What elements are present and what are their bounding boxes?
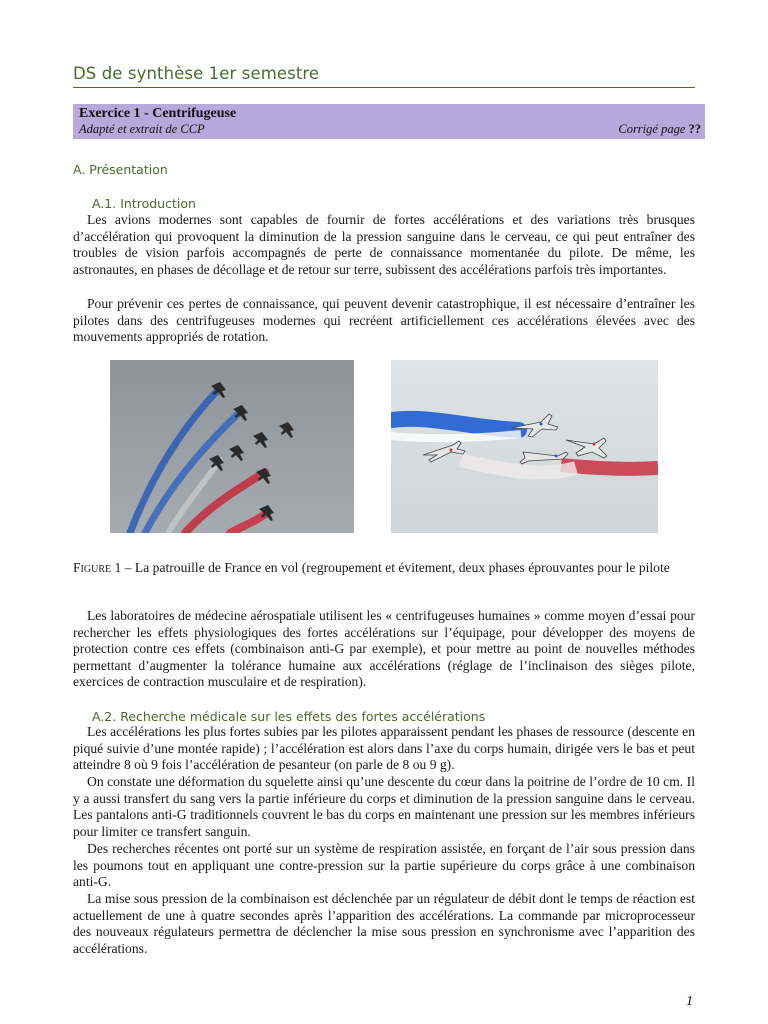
paragraph-accelerations: Les accélérations les plus fortes subies par les pilotes apparaissent pendant les phases de ressource (descente en piqué suivie d’une montée rapide) ; l’accélération est alors dans l’axe du corps humain, dirigée vers le bas et peut atteindre 8 où 9 fois l’accélération de pesanteur (on parle de 8 ou 9 g). [73,724,695,773]
document-title: DS de synthèse 1er semestre [73,64,320,83]
figure-label: Figure 1 [73,560,122,575]
paragraph-labs: Les laboratoires de médecine aérospatiale utilisent les « centrifugeuses humaines » comme moyen d’essai pour rechercher les effets physiologiques des fortes accélérations sur l’équipage, pour développer des moyens de protection contre ces effets (combinaison anti-G par exemple), et pour mettre au point de nouvelles méthodes permettant d’augmenter la tolérance humaine aux accélérations (réglage de l’inclinaison des sièges pilote, exercices de contraction musculaire et de respiration). [73,608,695,690]
paragraph-intro-1: Les avions modernes sont capables de fournir de fortes accélérations et des variations très brusques d’accélération qui provoquent la diminution de la pression sanguine dans le cerveau, ce qui peut entraîner des troubles de vision parfois accompagnés de perte de connaissance momentanée du pilote. De même, les astronautes, en phases de décollage et de retour sur terre, subissent des accélérations parfois très importantes. [73,212,695,277]
correction-label: Corrigé page [618,122,686,136]
page-number: 1 [686,994,693,1009]
correction-page: ?? [688,122,701,136]
paragraph-deformation: On constate une déformation du squelette ainsi qu’une descente du cœur dans la poitrine de l’ordre de 10 cm. Il y a aussi transfert du sang vers la partie inférieure du corps et diminution de la pression sanguine dans le cerveau. Les pantalons anti-G traditionnels couvrent le bas du corps en maintenant une pression sur les membres inférieurs pour limiter ce transfert sanguin. [73,774,695,839]
exercise-source: Adapté et extrait de CCP [79,122,205,136]
figure-caption-text: – La patrouille de France en vol (regroupement et évitement, deux phases éprouvantes pour le pilote [121,560,670,575]
correction-reference [618,122,701,137]
paragraph-regulator: La mise sous pression de la combinaison est déclenchée par un régulateur de débit dont le temps de réaction est actuellement de une à quatre secondes après l’apparition des accélérations. La commande par microprocesseur des nouveaux régulateurs permettra de déclencher la mise sous pression en synchronisme avec l’apparition des accélérations. [73,891,695,956]
subsection-heading-a1: A.1. Introduction [92,196,196,211]
exercise-header-box [73,104,705,139]
photo-evitement [391,360,658,533]
figure-caption [73,559,695,576]
exercise-title: Exercice 1 - Centrifugeuse [79,106,237,121]
title-divider [73,87,695,88]
subsection-heading-a2: A.2. Recherche médicale sur les effets des fortes accélérations [92,709,486,724]
paragraph-intro-2: Pour prévenir ces pertes de connaissance, qui peuvent devenir catastrophique, il est nécessaire d’entraîner les pilotes dans des centrifugeuses modernes qui recréent artificiellement ces accélérations élevées avec des mouvements appropriés de rotation. [73,296,695,345]
section-heading-a: A. Présentation [73,162,168,177]
photo-regroupement [110,360,354,533]
paragraph-respiration: Des recherches récentes ont porté sur un système de respiration assistée, en forçant de l’air sous pression dans les poumons tout en appliquant une contre-pression sur la partie supérieure du corps grâce à une combinaison anti-G. [73,841,695,890]
